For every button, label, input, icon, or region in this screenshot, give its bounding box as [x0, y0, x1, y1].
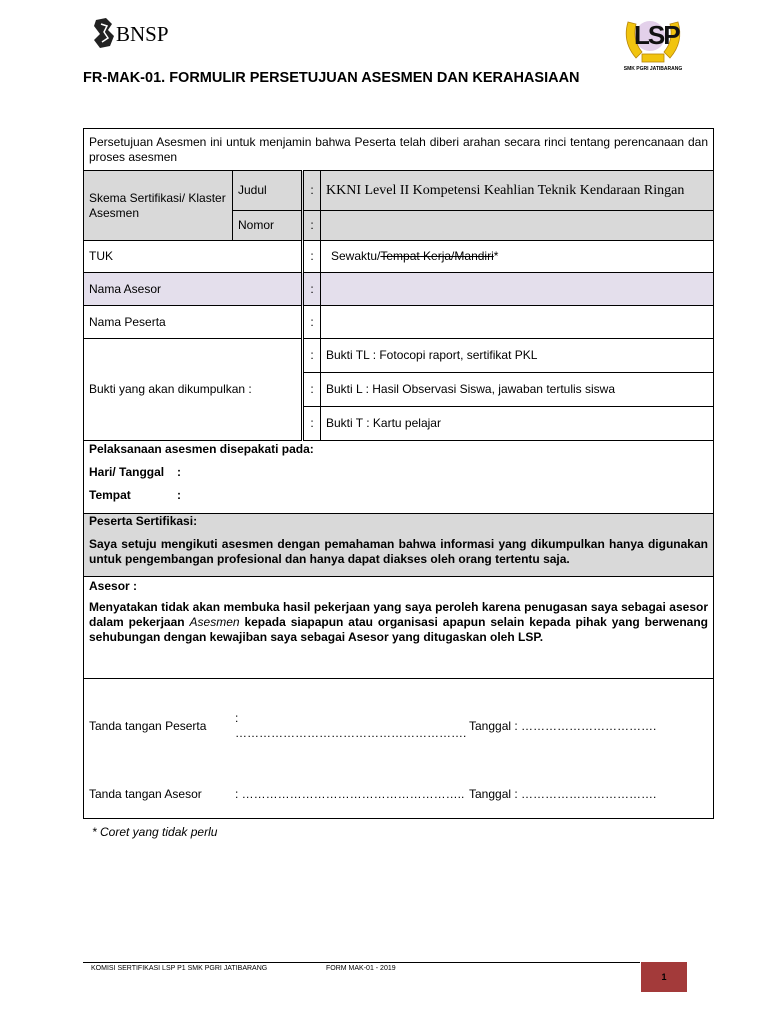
asesor-section	[84, 577, 714, 679]
sig-asesor-tanggal[interactable]: Tanggal : …………………………….	[469, 787, 657, 801]
asesor-name-value[interactable]	[321, 273, 714, 306]
lsp-logo-text: LSP	[634, 20, 679, 50]
peserta-name-label: Nama Peserta	[84, 306, 303, 339]
sig-row-peserta	[89, 711, 708, 741]
hari-value[interactable]: :	[177, 465, 181, 479]
tempat-value[interactable]: :	[177, 488, 181, 502]
asesor-name-label: Nama Asesor	[84, 273, 303, 306]
pelaksanaan-section	[84, 441, 714, 514]
asesor-statement-part2: kepada siapapun atau organisasi apapun selain kepada pihak yang berwenang sehubungan dengan kewajiban saya sebagai Asesor yang ditugaskan oleh LSP.	[89, 615, 708, 644]
tuk-value-plain: Sewaktu/	[331, 249, 381, 263]
form-intro: Persetujuan Asesmen ini untuk menjamin bahwa Peserta telah diberi arahan secara rinci tentang perencanaan dan proses asesmen	[84, 129, 714, 171]
bukti-item-2[interactable]: Bukti L : Hasil Observasi Siswa, jawaban tertulis siswa	[321, 373, 714, 407]
bnsp-emblem-icon	[92, 16, 116, 50]
lsp-logo-caption: SMK PGRI JATIBARANG	[623, 66, 683, 72]
bukti-colon-2: :	[303, 373, 321, 407]
nomor-colon: :	[303, 211, 321, 241]
hari-label: Hari/ Tanggal	[89, 465, 165, 479]
tuk-value-struck: Tempat Kerja/Mandiri	[380, 249, 494, 263]
peserta-statement: Saya setuju mengikuti asesmen dengan pemahaman bahwa informasi yang dikumpulkan hanya digunakan untuk pengembangan profesional dan hanya dapat diakses oleh orang tertentu saja.	[89, 537, 708, 566]
asesor-name-colon: :	[303, 273, 321, 306]
bukti-colon-1: :	[303, 339, 321, 373]
bukti-item-3[interactable]: Bukti T : Kartu pelajar	[321, 407, 714, 441]
sig-peserta-tanggal[interactable]: Tanggal : …………………………….	[469, 718, 657, 733]
bukti-colon-3: :	[303, 407, 321, 441]
sig-peserta-label: Tanda tangan Peserta	[89, 718, 207, 733]
peserta-section	[84, 514, 714, 577]
pelaksanaan-title: Pelaksanaan asesmen disepakati pada:	[89, 442, 314, 456]
lsp-logo	[620, 12, 686, 72]
footer-left-text: KOMISI SERTIFIKASI LSP P1 SMK PGRI JATIBARANG	[91, 965, 268, 972]
sig-peserta-field[interactable]: : ………………………………………………….	[235, 711, 467, 740]
signature-section	[84, 679, 714, 819]
footer-divider	[83, 962, 640, 963]
tuk-value[interactable]	[321, 241, 714, 273]
judul-label: Judul	[233, 171, 303, 211]
nomor-value[interactable]	[321, 211, 714, 241]
consent-form-table	[83, 128, 714, 819]
page-number: 1	[641, 962, 687, 992]
nomor-label: Nomor	[233, 211, 303, 241]
judul-value[interactable]: KKNI Level II Kompetensi Keahlian Teknik Kendaraan Ringan	[321, 171, 714, 211]
document-title: FR-MAK-01. FORMULIR PERSETUJUAN ASESMEN DAN KERAHASIAAN	[83, 70, 580, 86]
sig-asesor-label: Tanda tangan Asesor	[89, 787, 202, 801]
peserta-name-value[interactable]	[321, 306, 714, 339]
tuk-label: TUK	[84, 241, 303, 273]
judul-colon: :	[303, 171, 321, 211]
sig-asesor-field[interactable]: : ………………………………………………..	[235, 787, 465, 801]
asesor-statement-italic: Asesmen	[189, 615, 240, 629]
peserta-section-title: Peserta Sertifikasi:	[89, 514, 198, 528]
asesor-statement	[89, 600, 708, 645]
asesor-section-title: Asesor :	[89, 579, 138, 593]
tuk-value-star: *	[493, 249, 499, 263]
asesor-statement-part1: Menyatakan tidak akan membuka hasil pekerjaan yang saya peroleh karena penugasan saya sebagai asesor dalam pekerjaan	[89, 600, 708, 629]
tempat-label: Tempat	[89, 488, 131, 502]
bukti-item-1[interactable]: Bukti TL : Fotocopi raport, sertifikat PKL	[321, 339, 714, 373]
tuk-colon: :	[303, 241, 321, 273]
sig-row-asesor	[89, 787, 708, 802]
skema-label: Skema Sertifikasi/ Klaster Asesmen	[84, 171, 233, 241]
bnsp-logo-text: BNSP	[116, 22, 169, 46]
bnsp-logo	[92, 14, 170, 54]
peserta-name-colon: :	[303, 306, 321, 339]
footnote: * Coret yang tidak perlu	[92, 825, 218, 839]
bukti-label: Bukti yang akan dikumpulkan :	[84, 339, 303, 441]
footer-form-code: FORM MAK-01 - 2019	[326, 965, 396, 972]
